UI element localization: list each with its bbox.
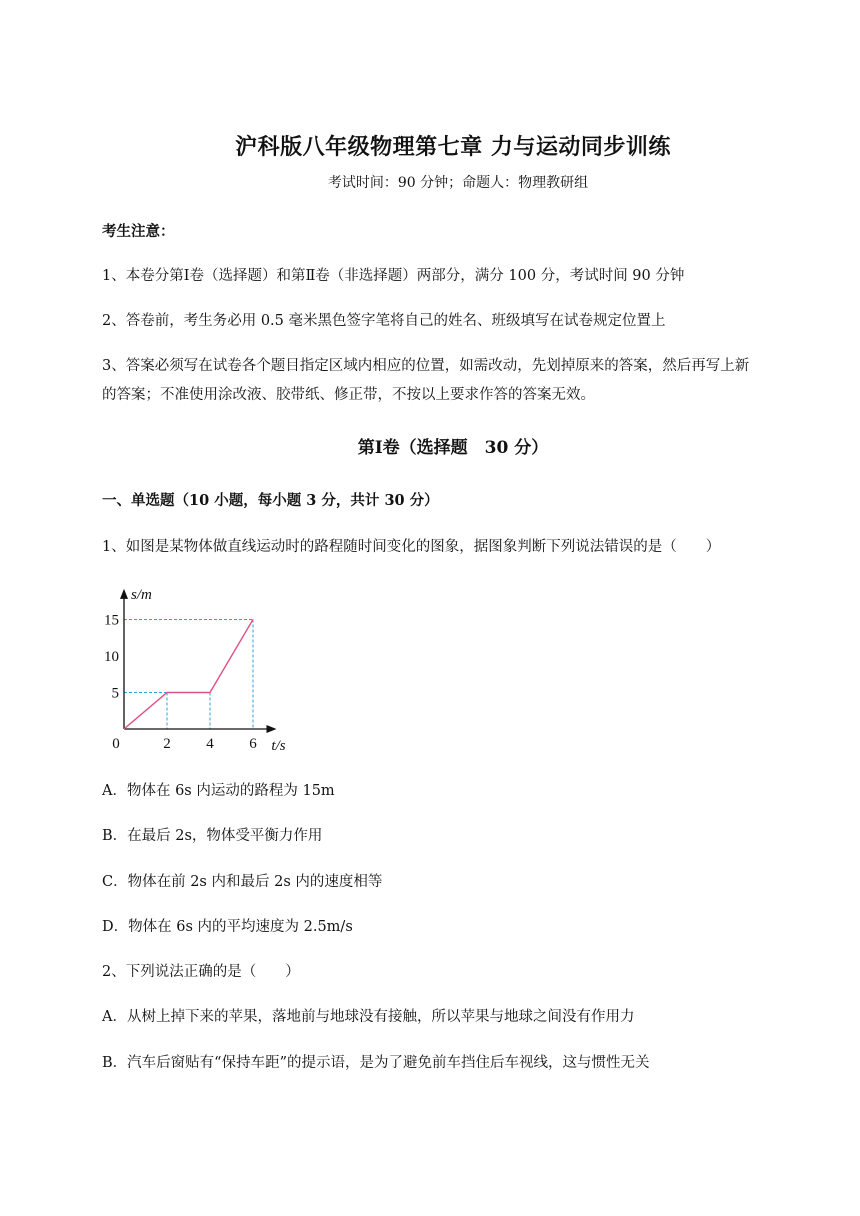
option-d: D．物体在 6s 内的平均速度为 2.5m/s <box>102 919 353 935</box>
option-c: C．物体在前 2s 内和最后 2s 内的速度相等 <box>102 874 383 890</box>
y-tick-label: 5 <box>111 685 119 702</box>
x-tick-label: 6 <box>249 736 257 752</box>
origin-label: 0 <box>112 736 120 752</box>
notice-item: 3、答案必须写在试卷各个题目指定区域内相应的位置，如需改动，先划掉原来的答案，然后再写上新 <box>102 358 750 374</box>
exam-info: 考试时间：90 分钟；命题人：物理教研组 <box>327 175 589 191</box>
question-stem: 2、下列说法正确的是（ ） <box>102 964 300 980</box>
notice-heading: 考生注意： <box>102 223 175 240</box>
y-axis-arrow <box>120 589 128 599</box>
section-title: 第Ⅰ卷（选择题 30 分） <box>357 438 549 458</box>
question-stem: 1、如图是某物体做直线运动时的路程随时间变化的图象，据图象判断下列说法错误的是（ ） <box>102 539 721 555</box>
part-heading: 一、单选题（10 小题，每小题 3 分，共计 30 分） <box>102 492 439 509</box>
x-axis-arrow <box>267 725 277 733</box>
option-b: B．汽车后窗贴有“保持车距”的提示语，是为了避免前车挡住后车视线，这与惯性无关 <box>102 1055 650 1071</box>
y-tick-label: 10 <box>104 649 119 665</box>
option-b: B．在最后 2s，物体受平衡力作用 <box>102 828 323 844</box>
page-title: 沪科版八年级物理第七章 力与运动同步训练 <box>235 134 671 160</box>
distance-time-chart <box>102 572 302 752</box>
y-axis-label: s/m <box>131 586 152 603</box>
x-axis-label: t/s <box>271 738 286 752</box>
option-a: A．物体在 6s 内运动的路程为 15m <box>102 783 335 799</box>
y-tick-label: 15 <box>104 612 119 629</box>
x-tick-label: 4 <box>206 736 214 752</box>
series-line <box>124 620 253 730</box>
notice-item: 的答案；不准使用涂改液、胶带纸、修正带，不按以上要求作答的答案无效。 <box>102 387 595 403</box>
notice-item: 2、答卷前，考生务必用 0.5 毫米黑色签字笔将自己的姓名、班级填写在试卷规定位置上 <box>102 313 666 329</box>
x-tick-label: 2 <box>163 736 171 752</box>
notice-item: 1、本卷分第Ⅰ卷（选择题）和第Ⅱ卷（非选择题）两部分，满分 100 分，考试时间 90 分钟 <box>102 268 685 284</box>
option-a: A．从树上掉下来的苹果，落地前与地球没有接触，所以苹果与地球之间没有作用力 <box>102 1009 635 1025</box>
